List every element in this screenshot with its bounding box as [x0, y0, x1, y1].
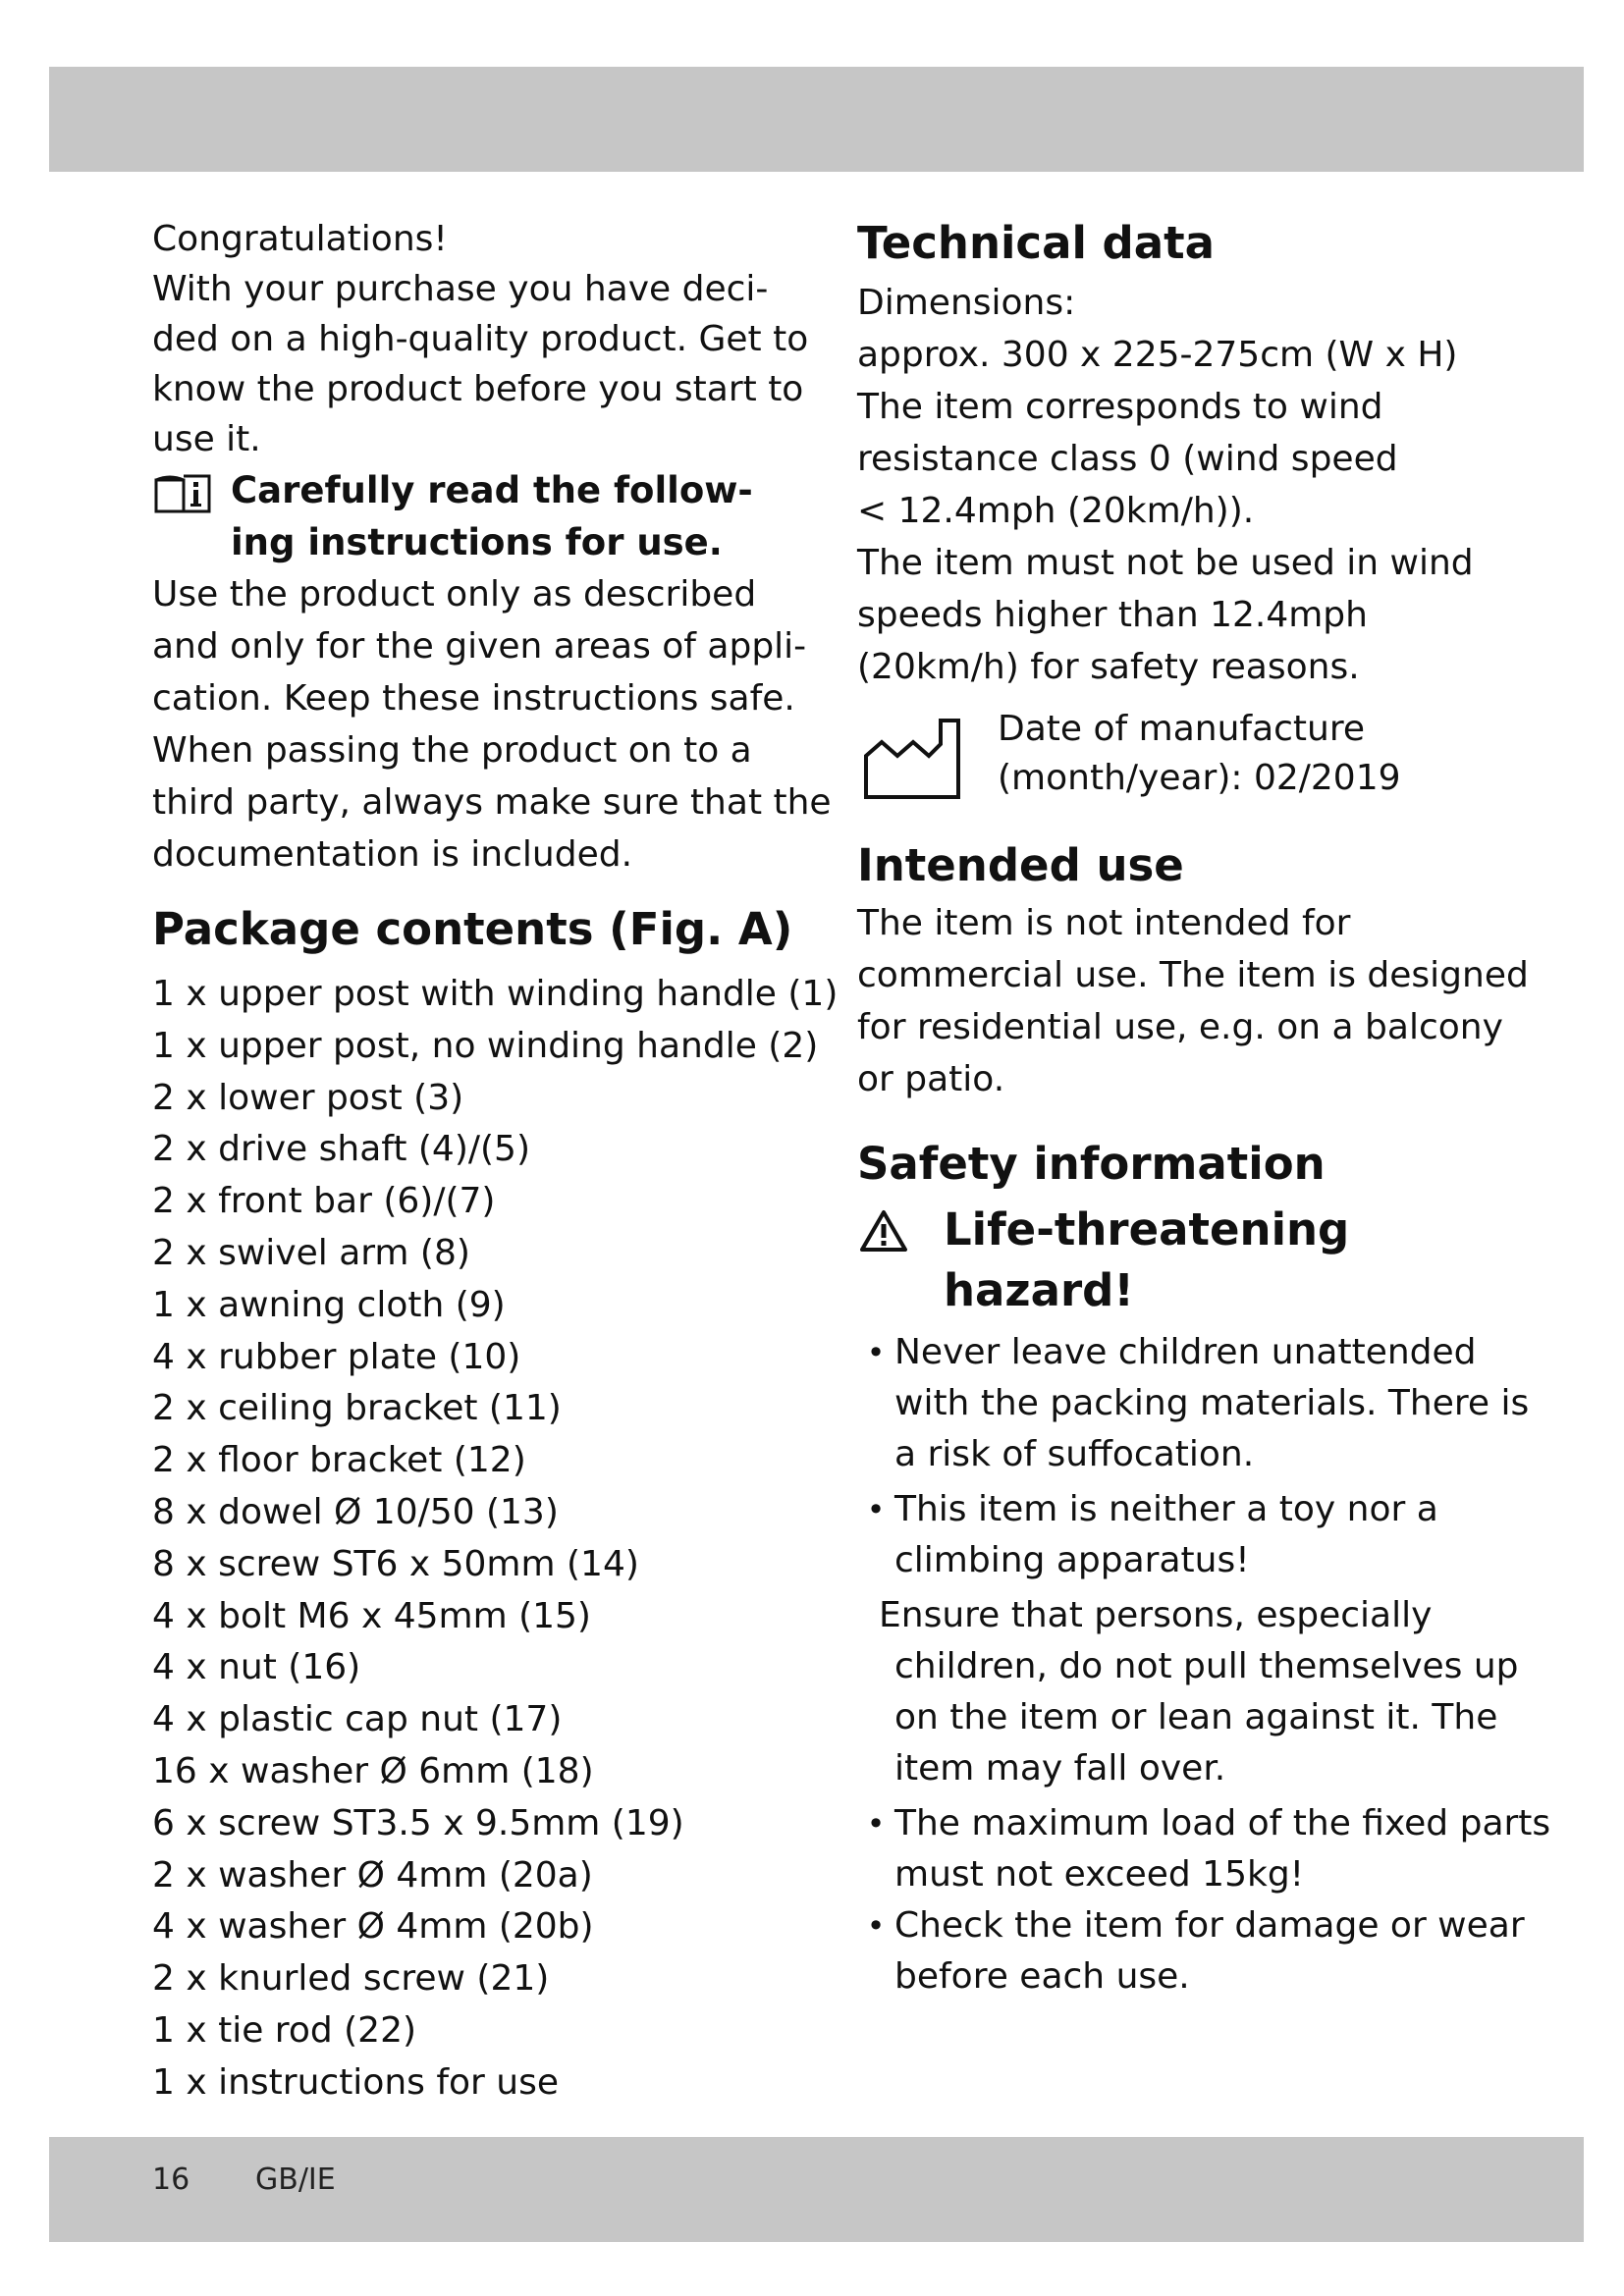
usage-line: documentation is included. [152, 834, 633, 875]
technical-line: The item corresponds to wind [857, 387, 1383, 427]
factory-icon [862, 717, 964, 801]
list-item: 1 x upper post, no winding handle (2) [152, 1025, 819, 1066]
list-item: 2 x lower post (3) [152, 1077, 464, 1118]
usage-line: third party, always make sure that the [152, 782, 832, 823]
manufacture-date [857, 705, 1525, 823]
list-item [857, 1484, 1525, 1586]
technical-line: < 12.4mph (20km/h)). [857, 491, 1255, 531]
list-item [857, 1327, 1530, 1480]
list-item: 4 x rubber plate (10) [152, 1336, 521, 1377]
usage-line: cation. Keep these instructions safe. [152, 678, 795, 719]
warning-line: hazard! [944, 1264, 1134, 1316]
page-number: 16 [152, 2163, 190, 2197]
locale-label: GB/IE [255, 2163, 336, 2197]
safety-information-heading: Safety information [857, 1138, 1326, 1190]
bullet-continuation: Ensure that persons, especially [879, 1595, 1433, 1635]
bullet-continuation: children, do not pull themselves up [894, 1646, 1519, 1686]
intended-use-text [857, 897, 1529, 1105]
bullet-dot: • [866, 1805, 886, 1842]
intended-line: The item is not intended for [857, 903, 1351, 943]
bullet-line: This item is neither a toy nor a [894, 1489, 1438, 1529]
list-item: 4 x bolt M6 x 45mm (15) [152, 1595, 591, 1636]
bullet-dot: • [866, 1907, 886, 1945]
bullet-line: Check the item for damage or wear [894, 1905, 1525, 1946]
list-item: 2 x drive shaft (4)/(5) [152, 1129, 530, 1170]
package-contents-list [152, 969, 839, 2109]
list-item: 8 x screw ST6 x 50mm (14) [152, 1543, 639, 1584]
intended-line: or patio. [857, 1059, 1005, 1099]
list-item: 4 x nut (16) [152, 1647, 361, 1688]
package-contents-heading: Package contents (Fig. A) [152, 903, 793, 955]
bullet-line: must not exceed 15kg! [894, 1854, 1305, 1895]
header-band [49, 67, 1584, 172]
date-line: Date of manufacture [998, 709, 1366, 749]
bullet-line: a risk of suffocation. [894, 1434, 1255, 1474]
bullet-line: Never leave children unattended [894, 1332, 1477, 1372]
list-item: 2 x knurled screw (21) [152, 1958, 550, 2000]
bullet-dot: • [866, 1334, 886, 1371]
list-item: 2 x ceiling bracket (11) [152, 1388, 562, 1429]
technical-line: (20km/h) for safety reasons. [857, 647, 1360, 687]
intro-line: Congratulations! [152, 219, 448, 259]
life-threatening-warning [857, 1200, 1525, 1321]
intended-line: for residential use, e.g. on a balcony [857, 1007, 1503, 1047]
bullet-dot: • [866, 1491, 886, 1528]
technical-line: approx. 300 x 225-275cm (W x H) [857, 335, 1458, 375]
list-item [857, 1798, 1551, 1900]
list-item: 1 x instructions for use [152, 2061, 560, 2103]
list-item: 2 x washer Ø 4mm (20a) [152, 1854, 593, 1896]
intro-line: know the product before you start to [152, 369, 804, 409]
notice-line: ing instructions for use. [231, 521, 723, 563]
intended-use-heading: Intended use [857, 839, 1184, 891]
technical-data-heading: Technical data [857, 217, 1215, 269]
bullet-line: with the packing materials. There is [894, 1383, 1530, 1423]
warning-line: Life-threatening [944, 1203, 1350, 1255]
bullet-continuation: on the item or lean against it. The [894, 1697, 1498, 1737]
intro-text [152, 214, 809, 464]
list-item [857, 1900, 1525, 2002]
bullet-line: climbing apparatus! [894, 1540, 1250, 1580]
intro-line: ded on a high-quality product. Get to [152, 319, 809, 359]
intro-line: use it. [152, 419, 261, 459]
bullet-continuation: item may fall over. [894, 1748, 1226, 1789]
left-column [152, 214, 839, 2109]
list-item: 4 x washer Ø 4mm (20b) [152, 1906, 594, 1948]
date-line: (month/year): 02/2019 [998, 758, 1401, 798]
list-item: 1 x tie rod (22) [152, 2009, 417, 2051]
list-item: 4 x plastic cap nut (17) [152, 1699, 563, 1740]
intended-line: commercial use. The item is designed [857, 955, 1529, 995]
list-item: 8 x dowel Ø 10/50 (13) [152, 1491, 559, 1532]
safety-bullets [857, 1327, 1551, 2002]
list-item: 2 x front bar (6)/(7) [152, 1181, 496, 1222]
technical-line: The item must not be used in wind [857, 543, 1474, 583]
notice-line: Carefully read the follow- [231, 469, 753, 511]
book-info-icon [152, 470, 215, 515]
read-instructions-notice [152, 464, 800, 568]
technical-line: resistance class 0 (wind speed [857, 439, 1398, 479]
list-item: 2 x floor bracket (12) [152, 1440, 526, 1481]
right-column [857, 214, 1551, 2002]
list-item: 1 x awning cloth (9) [152, 1284, 506, 1325]
list-item: 16 x washer Ø 6mm (18) [152, 1750, 594, 1791]
technical-line: speeds higher than 12.4mph [857, 595, 1368, 635]
list-item: 6 x screw ST3.5 x 9.5mm (19) [152, 1802, 684, 1843]
technical-line: Dimensions: [857, 283, 1076, 323]
bullet-line: before each use. [894, 1956, 1190, 1997]
usage-text [152, 568, 832, 881]
usage-line: and only for the given areas of appli- [152, 626, 807, 667]
bullet-line: The maximum load of the fixed parts [894, 1803, 1551, 1843]
usage-line: When passing the product on to a [152, 730, 752, 771]
list-item: 2 x swivel arm (8) [152, 1232, 470, 1273]
usage-line: Use the product only as described [152, 574, 757, 614]
list-item: 1 x upper post with winding handle (1) [152, 974, 839, 1014]
intro-line: With your purchase you have deci- [152, 269, 769, 309]
warning-triangle-icon [859, 1209, 908, 1253]
technical-data-text [857, 277, 1525, 693]
